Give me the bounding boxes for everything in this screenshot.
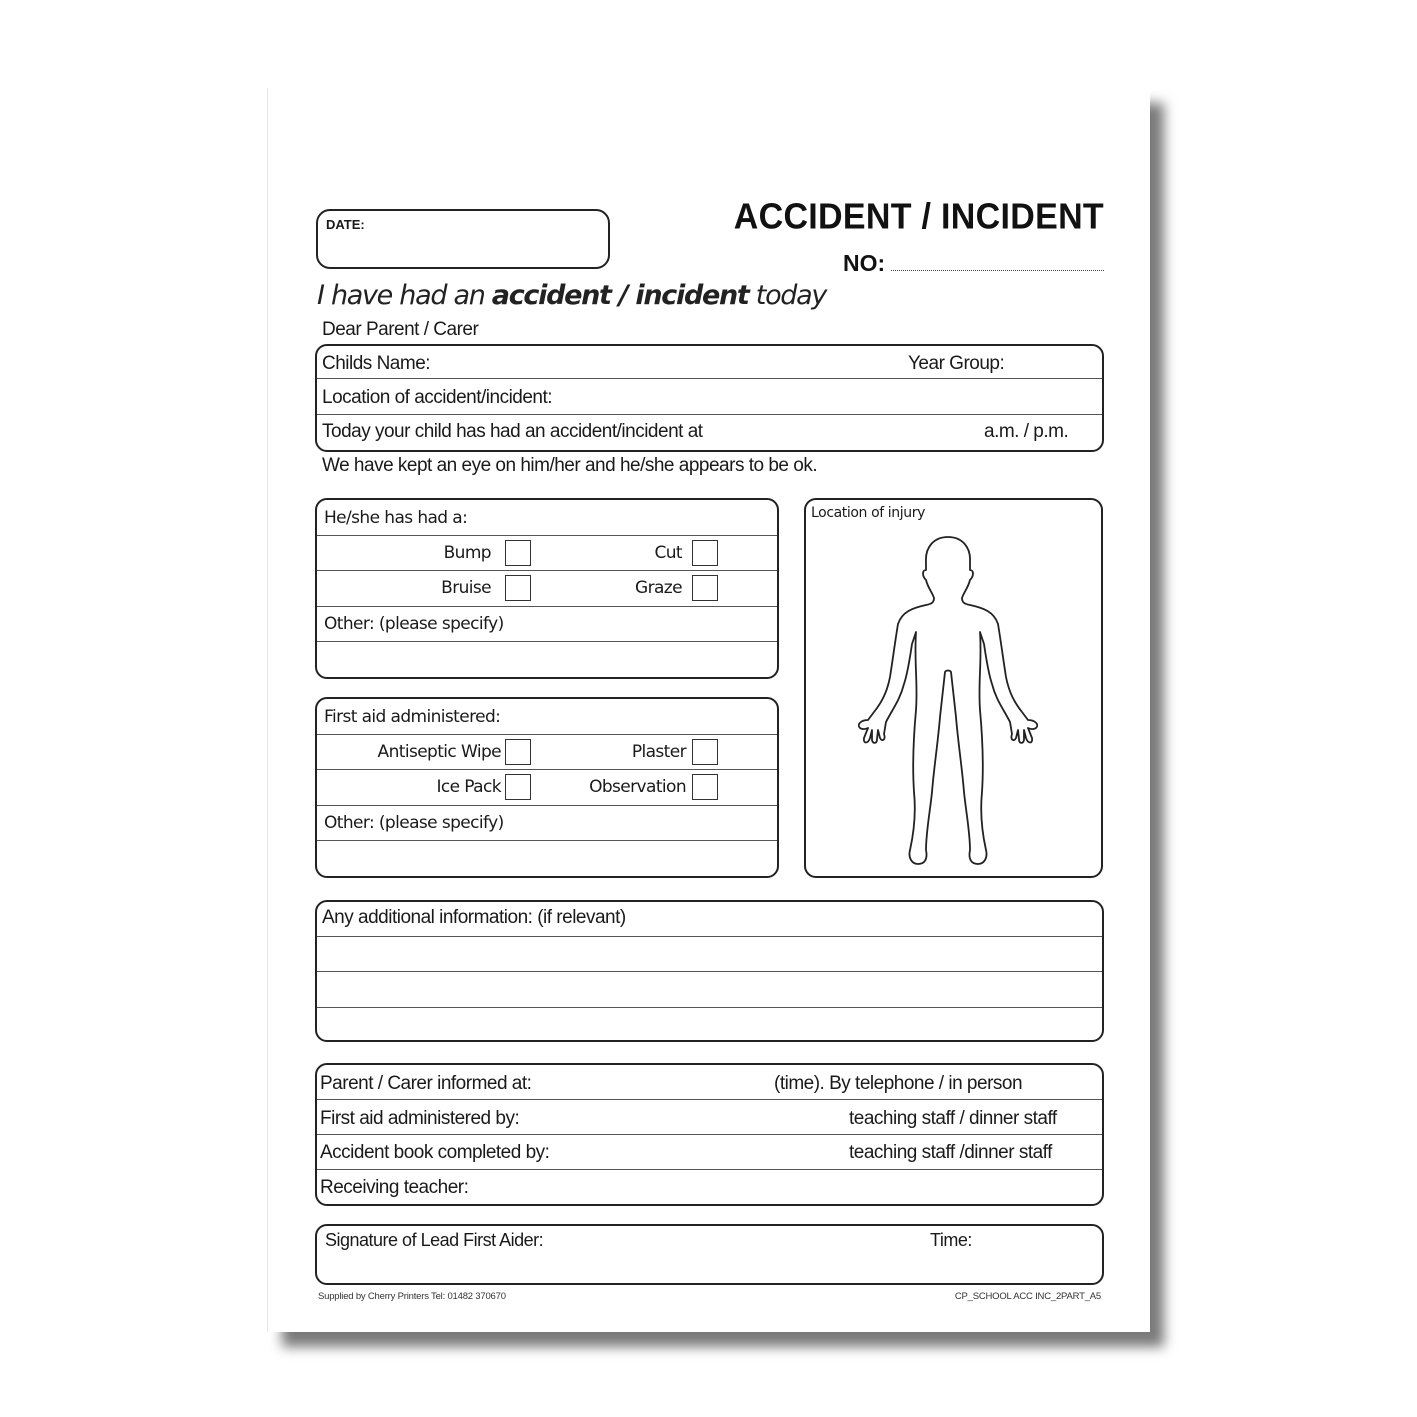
footer-supplier: Supplied by Cherry Printers Tel: 01482 370670 — [318, 1291, 506, 1302]
first-aid-other-label: Other: (please specify) — [324, 813, 504, 833]
injury-other-label: Other: (please specify) — [324, 614, 504, 634]
page-title: ACCIDENT / INCIDENT — [733, 197, 1104, 237]
details-box — [315, 344, 1104, 452]
divider — [317, 535, 777, 536]
receiving-teacher-label: Receiving teacher: — [320, 1177, 469, 1198]
date-field[interactable] — [316, 209, 610, 269]
first-aid-heading: First aid administered: — [324, 707, 501, 727]
divider — [317, 1007, 1102, 1008]
time-label: Today your child has had an accident/incident at — [322, 421, 703, 442]
number-field[interactable] — [891, 270, 1104, 271]
injury-other-field[interactable] — [317, 643, 777, 677]
signature-box[interactable] — [315, 1224, 1104, 1285]
checkbox-bump[interactable] — [505, 540, 531, 566]
subtitle-prefix: I have had an — [317, 280, 492, 311]
ampm-label: a.m. / p.m. — [984, 421, 1069, 442]
checkbox-antiseptic-wipe[interactable] — [505, 739, 531, 765]
divider — [317, 641, 777, 642]
divider — [317, 378, 1102, 379]
year-group-label: Year Group: — [908, 353, 1005, 374]
signature-label: Signature of Lead First Aider: — [325, 1230, 544, 1250]
subtitle — [317, 280, 826, 311]
additional-info-line-3[interactable] — [317, 1009, 1102, 1040]
option-label-antiseptic-wipe: Antiseptic Wipe — [377, 742, 501, 762]
first-aid-box — [315, 697, 779, 878]
divider — [317, 936, 1102, 937]
additional-info-line-1[interactable] — [317, 938, 1102, 971]
book-completed-by-label: Accident book completed by: — [320, 1142, 550, 1163]
divider — [317, 1099, 1102, 1100]
option-label-cut: Cut — [654, 543, 682, 563]
option-label-bruise: Bruise — [441, 578, 491, 598]
additional-info-heading: Any additional information: (if relevant) — [322, 907, 626, 928]
book-completed-by-options: teaching staff /dinner staff — [849, 1142, 1052, 1163]
divider — [317, 1134, 1102, 1135]
checkbox-observation[interactable] — [692, 774, 718, 800]
staff-box — [315, 1063, 1104, 1206]
injury-type-heading: He/she has had a: — [324, 508, 468, 528]
parent-informed-suffix: (time). By telephone / in person — [774, 1073, 1023, 1094]
divider — [317, 971, 1102, 972]
subtitle-suffix: today — [748, 280, 827, 311]
checkbox-bruise[interactable] — [505, 575, 531, 601]
injury-type-box — [315, 498, 779, 679]
location-label: Location of accident/incident: — [322, 387, 553, 408]
additional-info-line-2[interactable] — [317, 973, 1102, 1006]
divider — [317, 769, 777, 770]
checkbox-cut[interactable] — [692, 540, 718, 566]
option-label-observation: Observation — [589, 777, 686, 797]
additional-info-box — [315, 900, 1104, 1042]
divider — [317, 734, 777, 735]
checkbox-ice-pack[interactable] — [505, 774, 531, 800]
reassurance-text: We have kept an eye on him/her and he/she appears to be ok. — [322, 455, 818, 476]
divider — [317, 606, 777, 607]
number-label: NO: — [843, 250, 886, 276]
date-label: DATE: — [326, 217, 365, 232]
option-label-ice-pack: Ice Pack — [436, 777, 501, 797]
checkbox-graze[interactable] — [692, 575, 718, 601]
body-outline-icon — [858, 532, 1038, 872]
divider — [317, 570, 777, 571]
option-label-graze: Graze — [635, 578, 682, 598]
parent-informed-label: Parent / Carer informed at: — [320, 1073, 532, 1094]
option-label-plaster: Plaster — [631, 742, 686, 762]
checkbox-plaster[interactable] — [692, 739, 718, 765]
option-label-bump: Bump — [443, 543, 491, 563]
divider — [317, 840, 777, 841]
body-map-box[interactable] — [804, 498, 1103, 878]
form-page — [267, 88, 1150, 1332]
footer-code: CP_SCHOOL ACC INC_2PART_A5 — [954, 1291, 1101, 1302]
first-aid-by-options: teaching staff / dinner staff — [849, 1108, 1057, 1129]
divider — [317, 805, 777, 806]
first-aid-other-field[interactable] — [317, 842, 777, 876]
greeting: Dear Parent / Carer — [322, 319, 479, 340]
body-map-label: Location of injury — [811, 505, 925, 521]
childs-name-label: Childs Name: — [322, 353, 431, 374]
subtitle-emphasis: accident / incident — [491, 280, 749, 311]
divider — [317, 414, 1102, 415]
divider — [317, 1169, 1102, 1170]
signature-time-label: Time: — [930, 1230, 972, 1250]
first-aid-by-label: First aid administered by: — [320, 1108, 520, 1129]
